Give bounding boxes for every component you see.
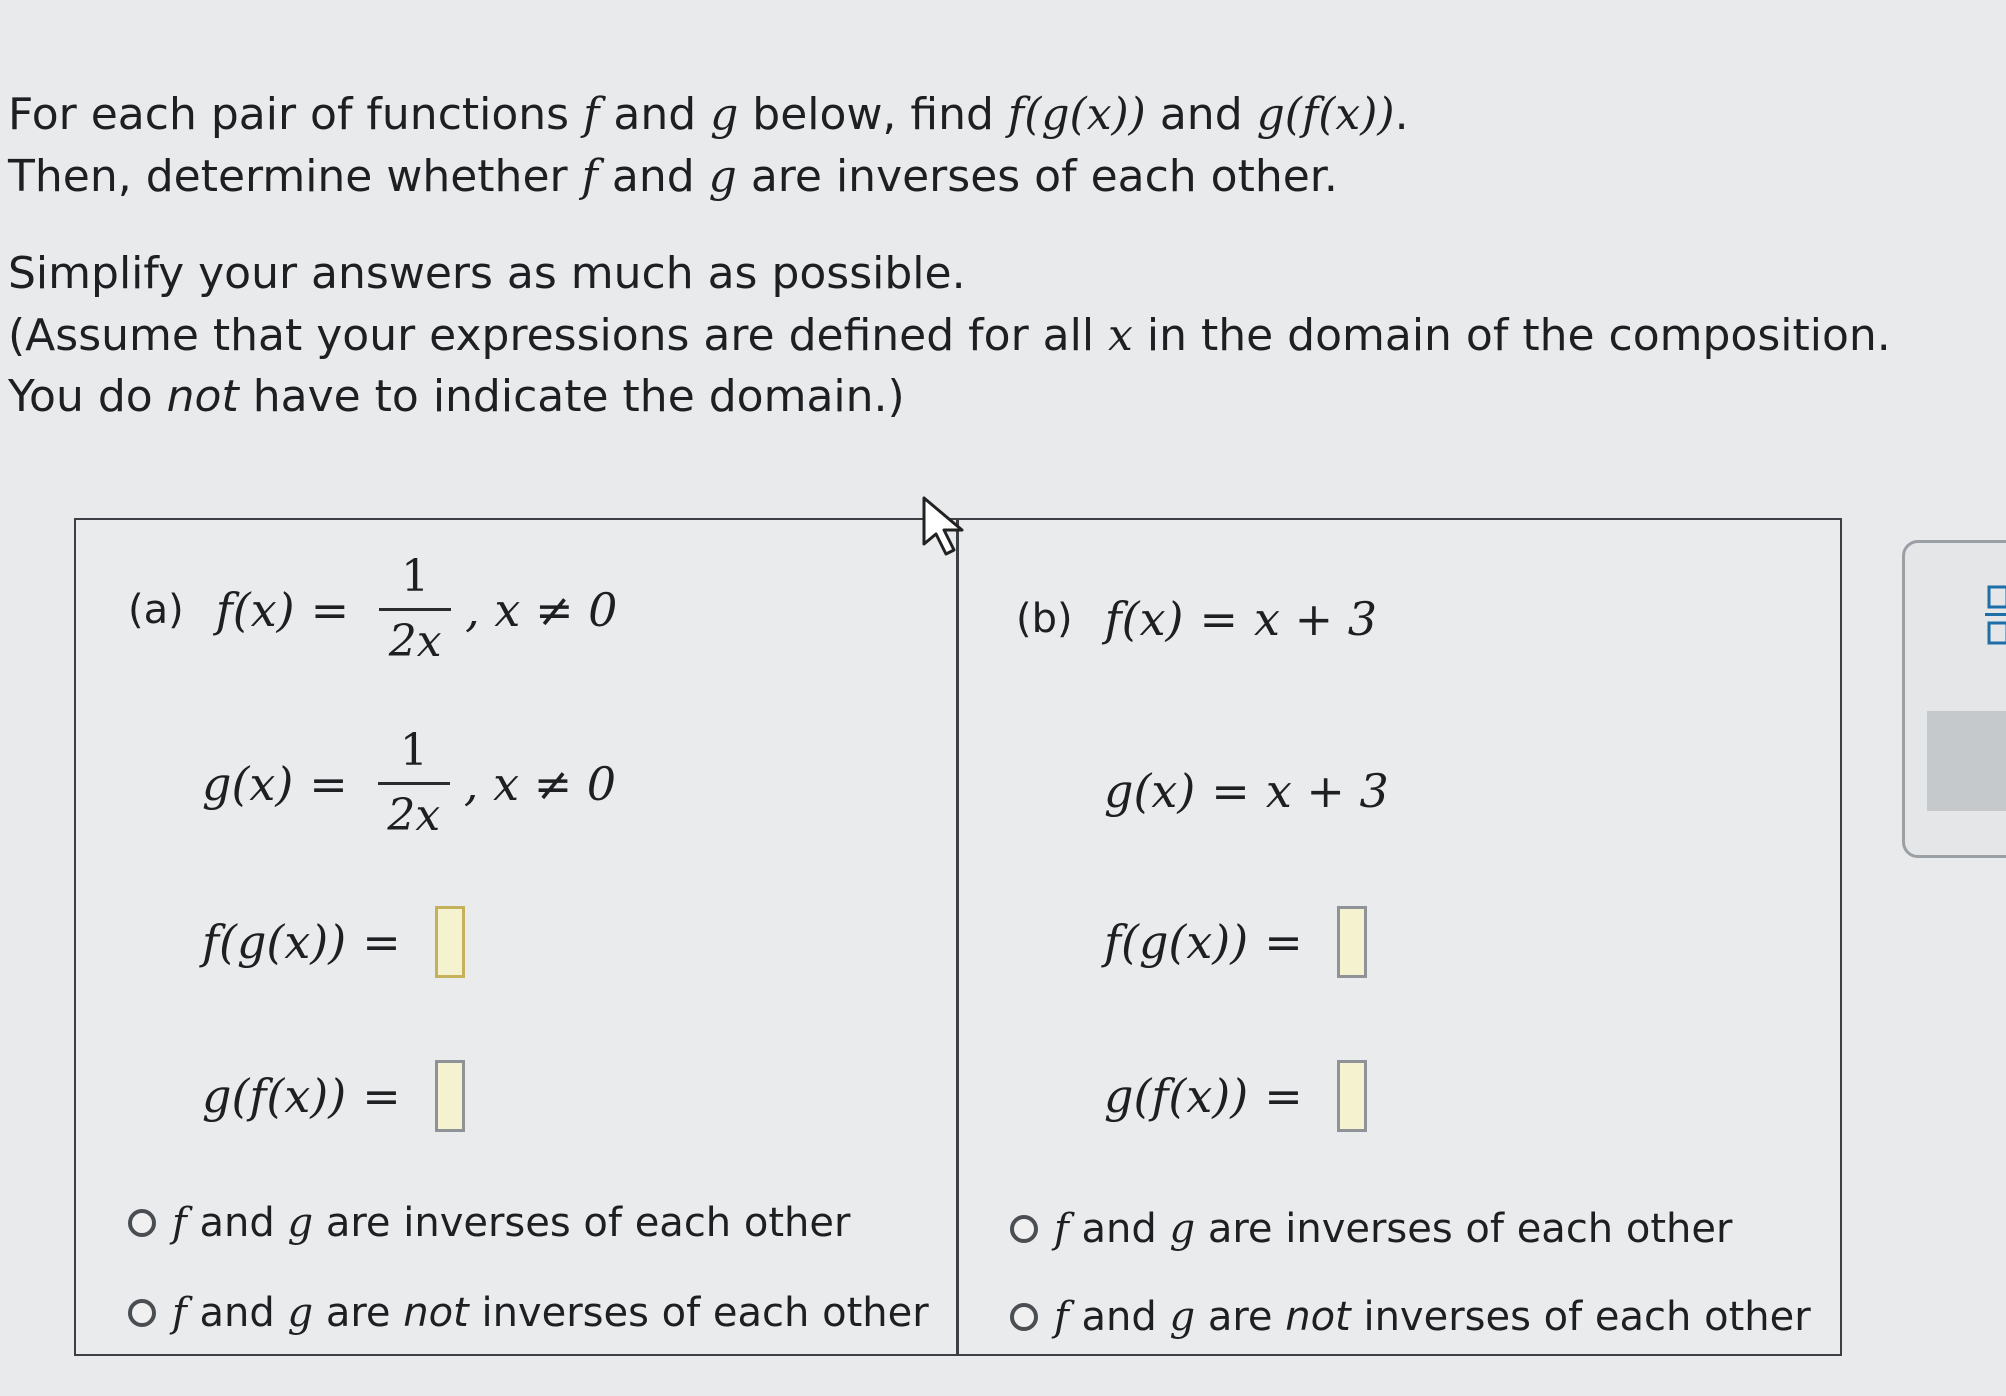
equals-sign: =	[362, 915, 401, 969]
var-f: f	[581, 150, 598, 202]
answer-input-a-fg[interactable]	[435, 906, 465, 978]
part-a-gf-row	[202, 1060, 465, 1132]
part-b-fg-row	[1104, 906, 1367, 978]
equals-sign: =	[1211, 764, 1250, 818]
part-b-gf-row	[1104, 1060, 1367, 1132]
radio-option-b-inverses[interactable]	[1010, 1206, 1732, 1252]
text: inverses of each other	[1350, 1294, 1811, 1340]
text: (Assume that your expressions are defined for all	[8, 309, 1109, 361]
fraction-bar	[379, 608, 451, 611]
text: and	[1068, 1206, 1170, 1252]
equals-sign: =	[309, 756, 348, 811]
part-a-label: (a)	[128, 586, 184, 633]
var-g: g	[1169, 1206, 1196, 1252]
panel-divider	[956, 520, 959, 1354]
var-f: f	[1054, 1294, 1069, 1340]
instruction-domain	[8, 366, 1908, 428]
text: below, find	[738, 89, 1008, 140]
text: You do	[8, 371, 167, 423]
text: inverses of each other	[468, 1290, 929, 1336]
text: are inverses of each other	[313, 1200, 851, 1246]
math-toolbar[interactable]	[1902, 540, 2006, 858]
text: and	[186, 1290, 288, 1336]
fraction	[379, 551, 451, 668]
var-x: x	[1108, 309, 1133, 361]
fraction-icon[interactable]	[1985, 583, 2006, 647]
text: and	[186, 1200, 288, 1246]
g-expression: x + 3	[1265, 764, 1389, 818]
g-of-x: g(x)	[1104, 764, 1196, 818]
radio-button[interactable]	[1010, 1303, 1038, 1331]
toolbar-button-shade[interactable]	[1927, 711, 2006, 811]
var-f: f	[1054, 1206, 1069, 1252]
f-expression: x + 3	[1254, 592, 1378, 646]
radio-option-b-not-inverses[interactable]	[1010, 1294, 1811, 1340]
expr-gfx: g(f(x))	[1256, 89, 1395, 140]
g-of-f-of-x: g(f(x))	[202, 1069, 347, 1123]
text: Then, determine whether	[8, 150, 582, 202]
problem-panel	[74, 518, 1842, 1356]
var-g: g	[1169, 1294, 1196, 1340]
fraction	[378, 725, 450, 842]
text: in the domain of the composition.	[1132, 309, 1891, 361]
instruction-simplify: Simplify your answers as much as possible.	[8, 248, 966, 300]
instructions	[8, 84, 1908, 428]
expr-fgx: f(g(x))	[1007, 89, 1146, 140]
radio-button[interactable]	[1010, 1215, 1038, 1243]
var-f: f	[172, 1200, 187, 1246]
equals-sign: =	[362, 1069, 401, 1123]
denominator: 2x	[388, 616, 442, 668]
text: .	[1394, 89, 1409, 140]
radio-option-a-inverses[interactable]	[128, 1200, 850, 1246]
text: and	[1145, 89, 1257, 140]
emphasis-not: not	[403, 1290, 469, 1336]
text: are	[1195, 1294, 1286, 1340]
equals-sign: =	[1264, 1069, 1303, 1123]
instruction-line-1	[8, 84, 1908, 146]
text: are inverses of each other	[1195, 1206, 1733, 1252]
instruction-line-2	[8, 146, 1908, 208]
equals-sign: =	[1199, 592, 1239, 646]
text: For each pair of functions	[8, 89, 584, 140]
var-f: f	[172, 1290, 187, 1336]
var-f: f	[583, 89, 600, 140]
f-of-g-of-x: f(g(x))	[1104, 915, 1249, 969]
radio-button[interactable]	[128, 1299, 156, 1327]
equals-sign: =	[310, 582, 350, 637]
f-of-x: f(x)	[1104, 592, 1184, 646]
var-g: g	[287, 1200, 314, 1246]
numerator: 1	[401, 551, 430, 602]
denominator: 2x	[387, 790, 441, 842]
var-g: g	[287, 1290, 314, 1336]
f-of-x: f(x)	[215, 582, 295, 637]
instruction-assume	[8, 305, 1908, 367]
var-g: g	[708, 150, 737, 202]
answer-input-b-fg[interactable]	[1337, 906, 1367, 978]
domain-condition: , x ≠ 0	[465, 582, 618, 637]
emphasis-not: not	[1285, 1294, 1351, 1340]
mouse-pointer-icon	[922, 496, 970, 556]
radio-button[interactable]	[128, 1209, 156, 1237]
text: are inverses of each other.	[736, 150, 1338, 202]
answer-input-a-gf[interactable]	[435, 1060, 465, 1132]
part-b-f-definition	[1016, 592, 1377, 646]
numerator: 1	[399, 725, 428, 776]
g-of-f-of-x: g(f(x))	[1104, 1069, 1249, 1123]
part-a-g-definition	[202, 725, 617, 842]
text: have to indicate the domain.)	[238, 371, 905, 423]
radio-option-a-not-inverses[interactable]	[128, 1290, 929, 1336]
var-g: g	[710, 89, 739, 140]
text: and	[597, 150, 709, 202]
equals-sign: =	[1264, 915, 1303, 969]
text: are	[313, 1290, 404, 1336]
part-b-g-definition	[1104, 764, 1389, 818]
answer-input-b-gf[interactable]	[1337, 1060, 1367, 1132]
part-a-f-definition	[128, 551, 618, 668]
fraction-bar	[378, 782, 450, 785]
emphasis-not: not	[166, 371, 239, 423]
text: and	[599, 89, 711, 140]
f-of-g-of-x: f(g(x))	[202, 915, 347, 969]
part-b-label: (b)	[1016, 596, 1073, 642]
domain-condition: , x ≠ 0	[463, 756, 617, 811]
part-a-fg-row	[202, 906, 465, 978]
text: and	[1068, 1294, 1170, 1340]
g-of-x: g(x)	[202, 756, 294, 811]
